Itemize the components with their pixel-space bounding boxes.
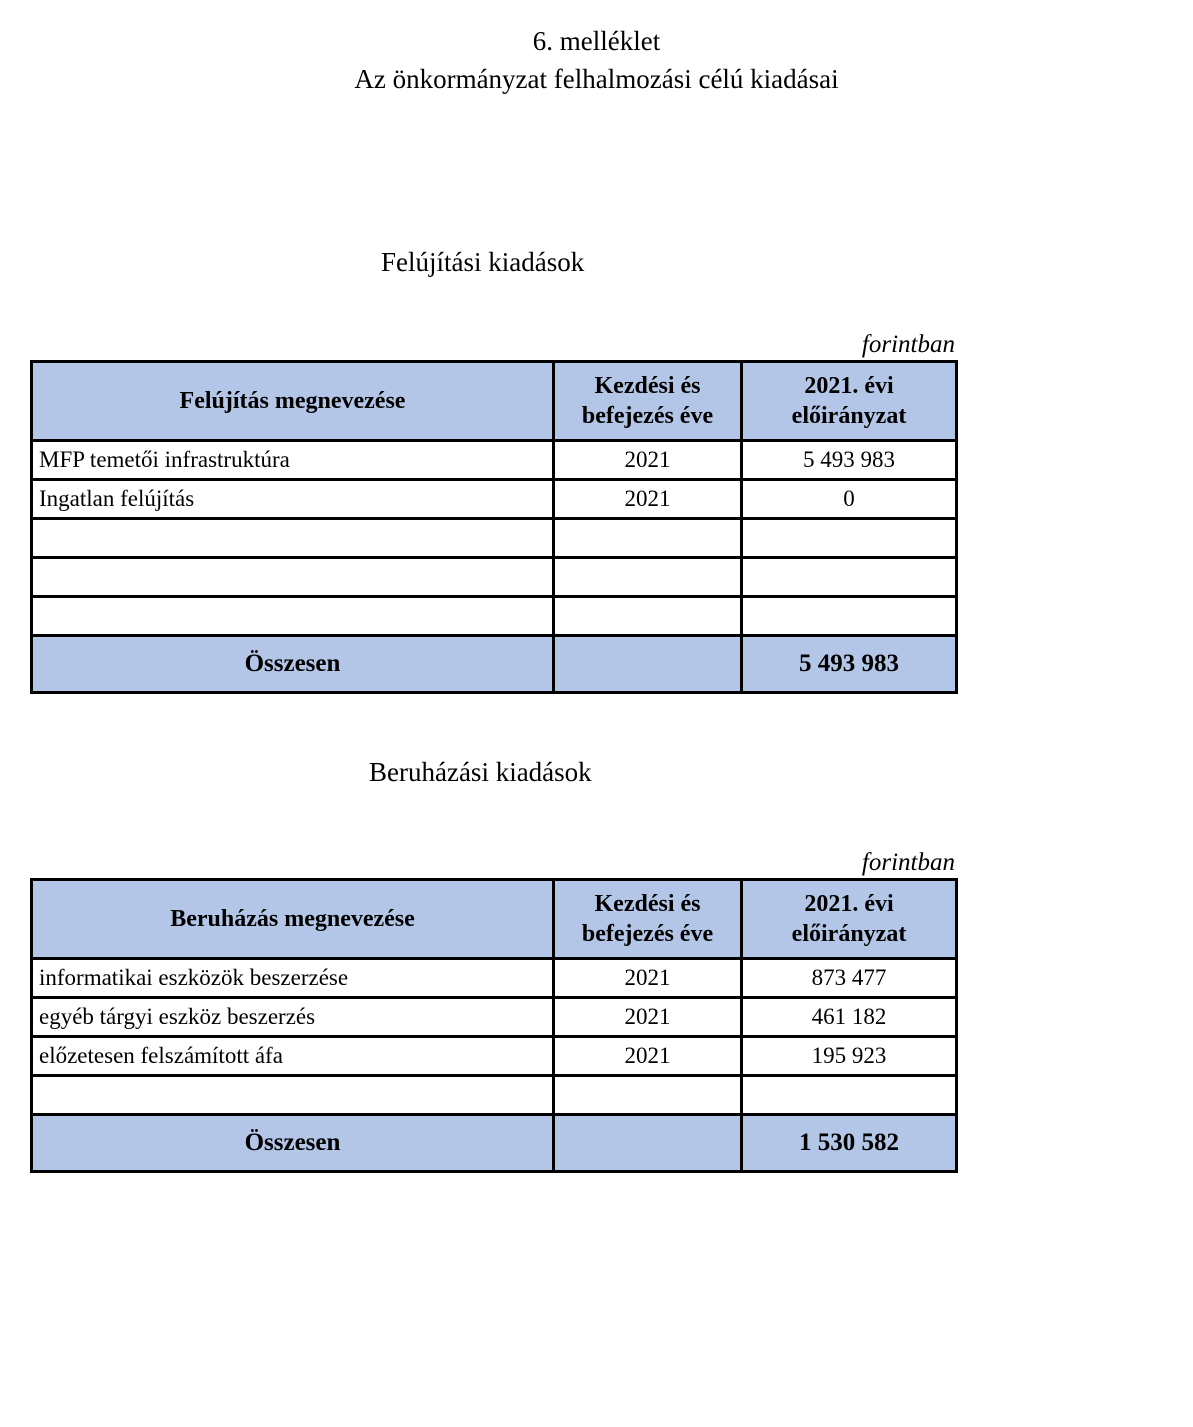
table-row-empty xyxy=(32,597,957,636)
cell-name xyxy=(32,558,554,597)
column-header-year: Kezdési és befejezés éve xyxy=(554,880,742,959)
table-header-row xyxy=(32,362,957,441)
column-header-amount: 2021. évi előirányzat xyxy=(742,880,957,959)
cell-name xyxy=(32,597,554,636)
cell-year: 2021 xyxy=(554,1037,742,1076)
renovation-expenses-table xyxy=(30,360,958,694)
total-year xyxy=(554,636,742,693)
table-row xyxy=(32,480,957,519)
cell-name: előzetesen felszámított áfa xyxy=(32,1037,554,1076)
total-amount: 1 530 582 xyxy=(742,1115,957,1172)
table-row-empty xyxy=(32,1076,957,1115)
cell-amount: 0 xyxy=(742,480,957,519)
cell-year: 2021 xyxy=(554,441,742,480)
page-title-line-2: Az önkormányzat felhalmozási célú kiadásai xyxy=(354,64,839,94)
cell-amount: 195 923 xyxy=(742,1037,957,1076)
cell-year: 2021 xyxy=(554,480,742,519)
total-label: Összesen xyxy=(32,636,554,693)
unit-caption-renovation: forintban xyxy=(861,331,955,358)
column-header-year: Kezdési és befejezés éve xyxy=(554,362,742,441)
cell-amount xyxy=(742,558,957,597)
cell-year xyxy=(554,558,742,597)
cell-amount: 461 182 xyxy=(742,998,957,1037)
cell-amount xyxy=(742,519,957,558)
cell-amount xyxy=(742,1076,957,1115)
table-total-row xyxy=(32,636,957,693)
cell-name: informatikai eszközök beszerzése xyxy=(32,959,554,998)
cell-name: MFP temetői infrastruktúra xyxy=(32,441,554,480)
cell-name xyxy=(32,519,554,558)
total-amount: 5 493 983 xyxy=(742,636,957,693)
column-header-name: Felújítás megnevezése xyxy=(32,362,554,441)
cell-amount: 5 493 983 xyxy=(742,441,957,480)
cell-amount: 873 477 xyxy=(742,959,957,998)
column-header-name: Beruházás megnevezése xyxy=(32,880,554,959)
unit-caption-investment: forintban xyxy=(861,849,955,876)
total-year xyxy=(554,1115,742,1172)
cell-name: egyéb tárgyi eszköz beszerzés xyxy=(32,998,554,1037)
investment-expenses-table xyxy=(30,878,958,1173)
table-row xyxy=(32,998,957,1037)
page-title xyxy=(0,22,1193,98)
table-row xyxy=(32,1037,957,1076)
column-header-amount: 2021. évi előirányzat xyxy=(742,362,957,441)
table-row xyxy=(32,441,957,480)
cell-name: Ingatlan felújítás xyxy=(32,480,554,519)
cell-year xyxy=(554,1076,742,1115)
total-label: Összesen xyxy=(32,1115,554,1172)
page-title-line-1: 6. melléklet xyxy=(532,26,661,56)
table-row-empty xyxy=(32,558,957,597)
table-total-row xyxy=(32,1115,957,1172)
section-heading-renovation: Felújítási kiadások xyxy=(381,247,585,277)
cell-amount xyxy=(742,597,957,636)
section-heading-investment: Beruházási kiadások xyxy=(369,757,592,787)
table-row-empty xyxy=(32,519,957,558)
cell-year: 2021 xyxy=(554,998,742,1037)
cell-year xyxy=(554,597,742,636)
cell-year xyxy=(554,519,742,558)
table-header-row xyxy=(32,880,957,959)
table-row xyxy=(32,959,957,998)
cell-name xyxy=(32,1076,554,1115)
cell-year: 2021 xyxy=(554,959,742,998)
